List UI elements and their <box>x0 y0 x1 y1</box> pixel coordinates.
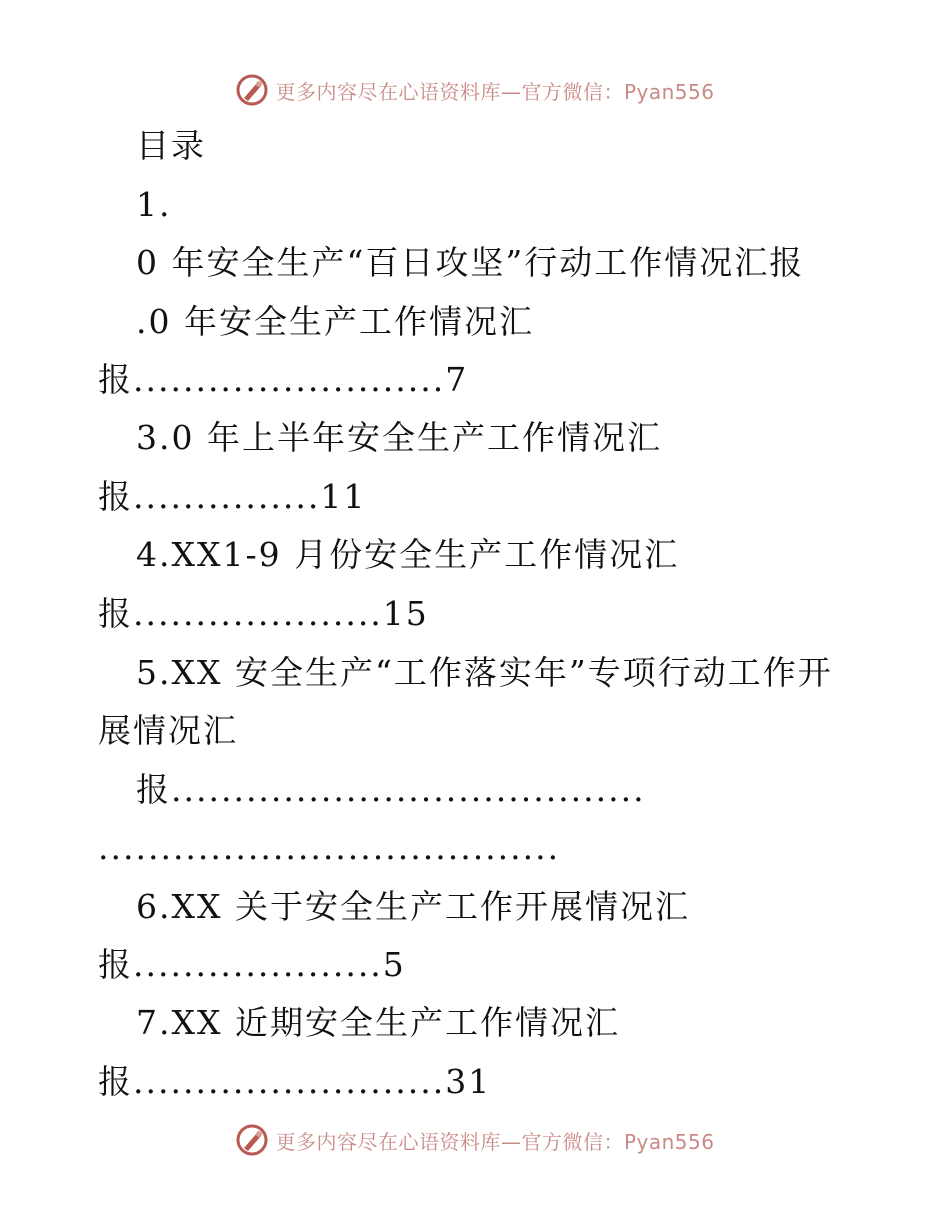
toc-line: 报...................................... <box>136 770 646 809</box>
pen-logo-icon <box>235 1123 269 1157</box>
toc-line: ..................................... <box>98 828 561 867</box>
toc-line: 4.XX1-9 月份安全生产工作情况汇 <box>136 535 680 574</box>
toc-line: 展情况汇 <box>98 711 238 750</box>
watermark-text: 更多内容尽在心语资料库—官方微信：Pyan556 <box>275 1129 715 1154</box>
toc-heading: 目录 <box>136 126 206 165</box>
header-watermark <box>0 70 950 110</box>
watermark-text: 更多内容尽在心语资料库—官方微信：Pyan556 <box>275 79 715 104</box>
toc-line: 0 年安全生产“百日攻坚”行动工作情况汇报 <box>136 243 805 282</box>
toc-line: 3.0 年上半年安全生产工作情况汇 <box>136 418 662 457</box>
toc-line: 报...............11 <box>98 477 367 516</box>
toc-line: 5.XX 安全生产“工作落实年”专项行动工作开 <box>136 653 833 692</box>
toc-line: .0 年安全生产工作情况汇 <box>136 302 534 341</box>
toc-line: 1. <box>136 185 172 224</box>
toc-line: 6.XX 关于安全生产工作开展情况汇 <box>136 887 690 926</box>
toc-line: 报....................15 <box>98 594 429 633</box>
footer-watermark <box>0 1120 950 1160</box>
pen-logo-icon <box>235 73 269 107</box>
toc-line: 报....................5 <box>98 945 406 984</box>
toc-line: 报.........................31 <box>98 1062 492 1101</box>
toc-line: 7.XX 近期安全生产工作情况汇 <box>136 1003 620 1042</box>
toc-line: 报.........................7 <box>98 360 469 399</box>
